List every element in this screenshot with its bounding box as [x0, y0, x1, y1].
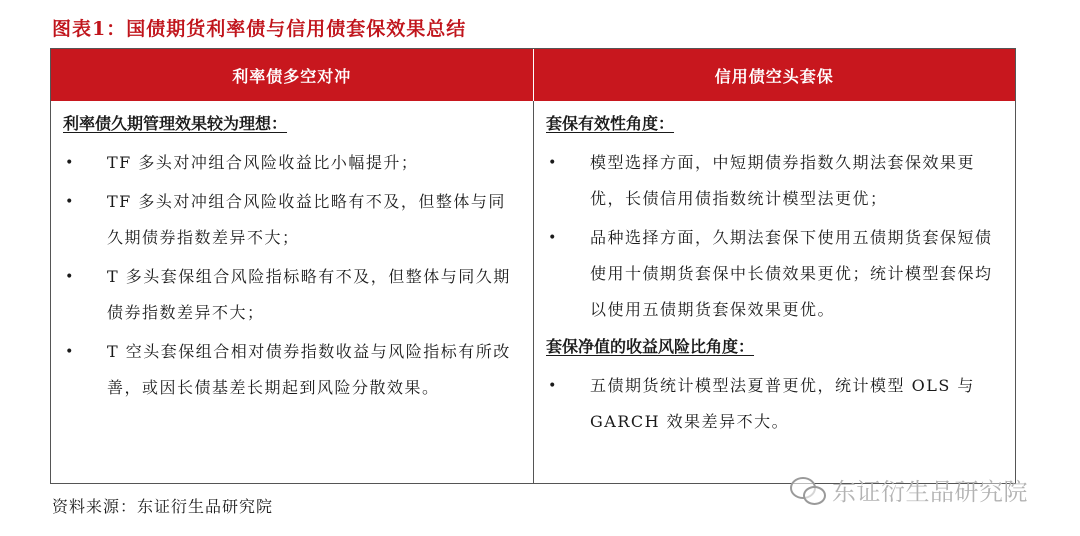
header-rate-bond: 利率债多空对冲	[232, 66, 352, 86]
bullet-icon: •	[65, 155, 75, 171]
list-item: • 五债期货统计模型法夏普更优，统计模型 OLS 与 GARCH 效果差异不大。	[546, 368, 1004, 440]
summary-table	[50, 48, 1016, 484]
bullet-icon: •	[548, 155, 558, 171]
right-list-1	[546, 145, 1004, 328]
right-list-2	[546, 368, 1004, 440]
bullet-icon: •	[65, 344, 75, 360]
bullet-icon: •	[65, 194, 75, 210]
right-section1-title: 套保有效性角度：	[546, 114, 675, 133]
watermark-text: 东证衍生品研究院	[832, 478, 1028, 506]
left-column	[51, 101, 533, 412]
right-section2-title: 套保净值的收益风险比角度：	[546, 337, 755, 356]
source-note: 资料来源：东证衍生品研究院	[52, 497, 274, 516]
left-section-title: 利率债久期管理效果较为理想：	[63, 114, 288, 133]
list-item: • 品种选择方面，久期法套保下使用五债期货套保短债使用十债期货套保中长债效果更优；统计模型套保均以使用五债期货套保效果更优。	[546, 220, 1004, 328]
bullet-icon: •	[548, 378, 558, 394]
list-item: • TF 多头对冲组合风险收益比略有不及，但整体与同久期债券指数差异不大；	[63, 184, 521, 256]
header-credit-bond: 信用债空头套保	[533, 49, 1016, 101]
bullet-icon: •	[548, 230, 558, 246]
list-item: • T 多头套保组合风险指标略有不及，但整体与同久期债券指数差异不大；	[63, 259, 521, 331]
figure-title: 图表1：国债期货利率债与信用债套保效果总结	[52, 18, 467, 40]
list-item: • TF 多头对冲组合风险收益比小幅提升；	[63, 145, 521, 181]
table-header	[51, 49, 1015, 101]
watermark	[790, 472, 1028, 507]
left-list	[63, 145, 521, 406]
wechat-icon	[790, 475, 826, 505]
bullet-icon: •	[65, 269, 75, 285]
list-item: • 模型选择方面，中短期债券指数久期法套保效果更优，长债信用债指数统计模型法更优；	[546, 145, 1004, 217]
right-column	[534, 101, 1016, 446]
list-item: • T 空头套保组合相对债券指数收益与风险指标有所改善，或因长债基差长期起到风险分散效果。	[63, 334, 521, 406]
